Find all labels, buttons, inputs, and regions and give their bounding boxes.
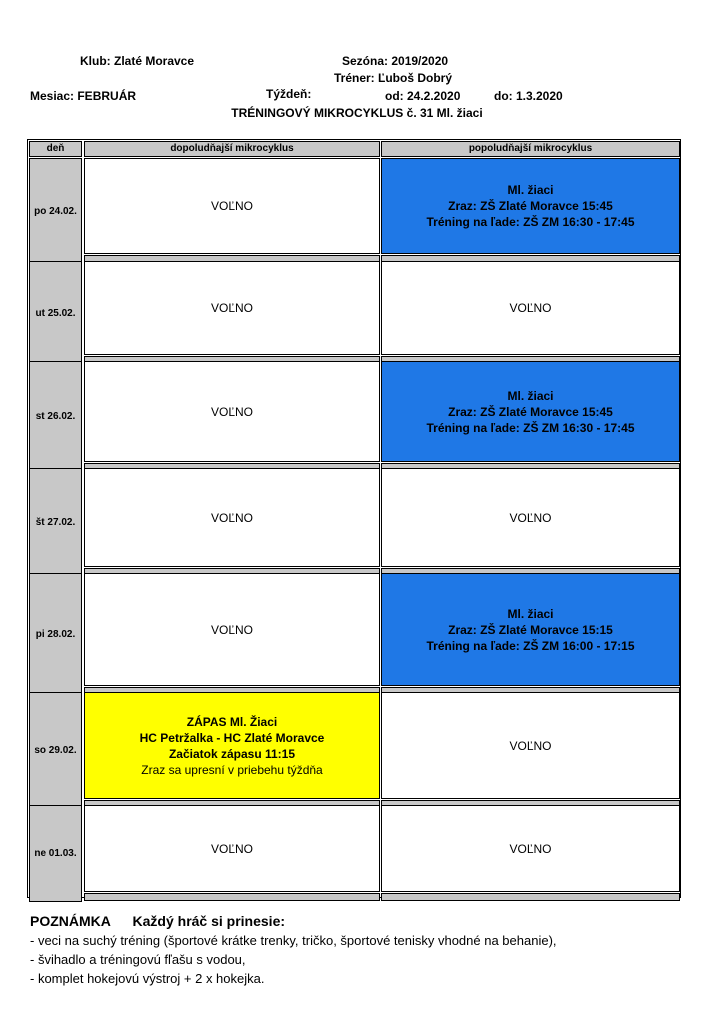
- day-cell: po 24.02.: [29, 158, 82, 264]
- season-label: Sezóna: 2019/2020: [342, 54, 449, 68]
- afternoon-cell: [381, 158, 680, 254]
- afternoon-cell: [381, 361, 680, 462]
- cell-line: Začiatok zápasu 11:15: [168, 746, 296, 761]
- cell-line: VOĽNO: [210, 841, 253, 856]
- morning-cell: [84, 158, 380, 254]
- cell-line: VOĽNO: [210, 301, 253, 315]
- cell-line: Tréning na ľade: ZŠ ZM 16:30 - 17:45: [426, 215, 635, 229]
- afternoon-cell: [381, 261, 680, 355]
- cell-line: Zraz sa upresní v priebehu týždňa: [141, 762, 323, 777]
- cell-line: Ml. žiaci: [507, 183, 554, 197]
- note-item: - komplet hokejovú výstroj + 2 x hokejka.: [30, 971, 265, 986]
- week-to: do: 1.3.2020: [494, 89, 563, 103]
- row-separator: [381, 893, 680, 901]
- column-header-afternoon: popoludňajší mikrocyklus: [381, 141, 680, 157]
- day-cell: pi 28.02.: [29, 573, 82, 696]
- cell-line: Zraz: ZŠ Zlaté Moravce 15:45: [448, 404, 613, 419]
- cell-line: Zraz: ZŠ Zlaté Moravce 15:15: [448, 622, 613, 637]
- day-cell: št 27.02.: [29, 468, 82, 577]
- coach-label: Tréner: Ľuboš Dobrý: [334, 71, 453, 85]
- page-title: TRÉNINGOVÝ MIKROCYKLUS č. 31 Ml. žiaci: [231, 106, 483, 120]
- column-header-morning: dopoludňajší mikrocyklus: [84, 141, 380, 157]
- day-cell: ne 01.03.: [29, 805, 82, 902]
- afternoon-cell: [381, 573, 680, 686]
- afternoon-cell: [381, 468, 680, 567]
- note-item: - veci na suchý tréning (športové krátke trenky, tričko, športové tenisky vhodné na behanie),: [30, 933, 557, 948]
- schedule-table: [27, 139, 681, 898]
- cell-line: VOĽNO: [509, 841, 552, 856]
- morning-cell: [84, 805, 380, 892]
- morning-cell: [84, 361, 380, 462]
- afternoon-cell: [381, 805, 680, 892]
- cell-line: ZÁPAS Ml. Žiaci: [186, 714, 278, 729]
- cell-line: Tréning na ľade: ZŠ ZM 16:30 - 17:45: [426, 420, 635, 435]
- cell-line: Tréning na ľade: ZŠ ZM 16:00 - 17:15: [426, 638, 635, 653]
- cell-line: VOĽNO: [509, 738, 552, 753]
- note-item: - švihadlo a tréningovú fľašu s vodou,: [30, 952, 246, 967]
- day-cell: ut 25.02.: [29, 261, 82, 365]
- cell-line: VOĽNO: [210, 404, 253, 419]
- week-from: od: 24.2.2020: [385, 89, 461, 103]
- cell-line: Ml. žiaci: [507, 388, 554, 403]
- morning-cell: [84, 261, 380, 355]
- month-label: Mesiac: FEBRUÁR: [30, 89, 137, 103]
- cell-line: VOĽNO: [509, 301, 552, 315]
- day-cell: st 26.02.: [29, 361, 82, 472]
- cell-line: Ml. žiaci: [507, 606, 554, 621]
- morning-cell: [84, 692, 380, 799]
- note-block: [30, 912, 557, 988]
- note-subheading: Každý hráč si prinesie:: [132, 913, 286, 929]
- afternoon-cell: [381, 692, 680, 799]
- cell-line: Zraz: ZŠ Zlaté Moravce 15:45: [448, 199, 613, 213]
- morning-cell: [84, 468, 380, 567]
- cell-line: VOĽNO: [509, 510, 552, 525]
- cell-line: VOĽNO: [210, 622, 253, 637]
- morning-cell: [84, 573, 380, 686]
- column-header-day: deň: [29, 141, 82, 157]
- cell-line: VOĽNO: [210, 199, 253, 213]
- club-label: Klub: Zlaté Moravce: [80, 54, 195, 68]
- day-cell: so 29.02.: [29, 692, 82, 809]
- week-label: Týždeň:: [266, 87, 312, 101]
- cell-line: HC Petržalka - HC Zlaté Moravce: [139, 730, 325, 745]
- note-heading: POZNÁMKA: [30, 913, 111, 929]
- row-separator: [84, 893, 380, 901]
- cell-line: VOĽNO: [210, 510, 253, 525]
